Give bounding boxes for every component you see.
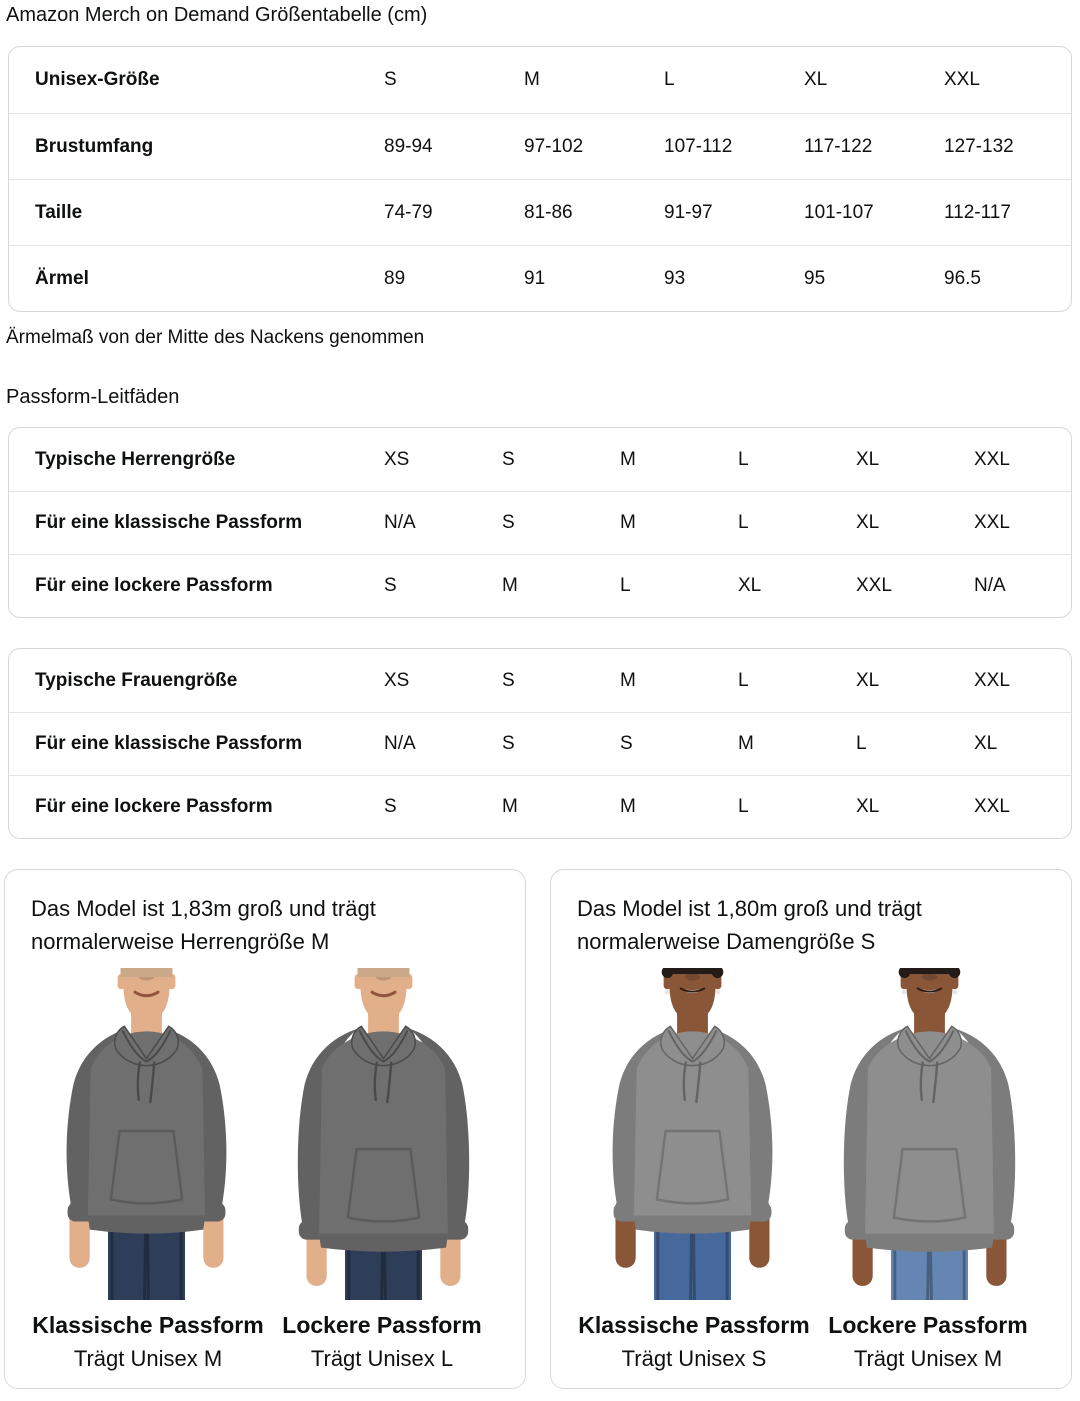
row-label: Für eine lockere Passform xyxy=(35,575,273,596)
table-row xyxy=(9,47,1071,113)
table-row xyxy=(9,649,1071,712)
table-cell: 96.5 xyxy=(944,267,981,289)
fit-name: Klassische Passform xyxy=(578,1312,810,1338)
female-model-loose-photo xyxy=(814,968,1045,1300)
table-cell: XXL xyxy=(974,512,1010,533)
table-cell: M xyxy=(620,448,636,470)
table-cell: 117-122 xyxy=(804,135,873,157)
fit-name: Lockere Passform xyxy=(282,1312,482,1338)
fit-labels xyxy=(31,1312,499,1372)
table-cell: M xyxy=(524,69,540,90)
model-description: Das Model ist 1,83m groß und trägt normalerweise Herrengröße M xyxy=(31,896,376,954)
mens-fit-table xyxy=(8,427,1072,618)
fit-name: Lockere Passform xyxy=(828,1312,1028,1338)
table-cell: S xyxy=(620,733,633,754)
table-cell: XL xyxy=(856,448,880,470)
table-row xyxy=(9,113,1071,179)
row-label: Taille xyxy=(35,201,83,223)
row-label: Typische Herrengröße xyxy=(35,448,236,470)
table-cell: 89 xyxy=(384,267,406,289)
table-cell: XL xyxy=(738,575,762,596)
row-label: Für eine klassische Passform xyxy=(35,512,303,533)
classic-fit-label-block xyxy=(31,1312,265,1372)
table-row xyxy=(9,428,1071,491)
table-cell: L xyxy=(664,69,675,90)
table-cell: M xyxy=(738,733,754,754)
table-cell: XL xyxy=(856,669,880,691)
table-row xyxy=(9,245,1071,311)
table-cell: 97-102 xyxy=(524,135,584,157)
row-label: Brustumfang xyxy=(35,135,154,157)
model-description: Das Model ist 1,80m groß und trägt normalerweise Damengröße S xyxy=(577,896,922,954)
loose-fit-label-block xyxy=(265,1312,499,1372)
table-cell: XXL xyxy=(974,796,1010,817)
table-cell: S xyxy=(384,796,397,817)
table-cell: XXL xyxy=(974,448,1010,470)
male-model-classic-photo xyxy=(31,968,262,1300)
table-cell: M xyxy=(620,512,636,533)
row-label: Unisex-Größe xyxy=(35,69,160,90)
table-cell: S xyxy=(502,448,515,470)
table-cell: XXL xyxy=(944,69,980,90)
row-label: Typische Frauengröße xyxy=(35,669,238,691)
table-cell: 107-112 xyxy=(664,135,733,157)
table-cell: 93 xyxy=(664,267,686,289)
table-cell: XL xyxy=(974,733,998,754)
fit-size-worn: Trägt Unisex L xyxy=(310,1346,454,1371)
row-label: Für eine klassische Passform xyxy=(35,733,303,754)
table-row xyxy=(9,491,1071,554)
table-cell: XS xyxy=(384,448,410,470)
table-cell: S xyxy=(384,575,397,596)
fit-labels xyxy=(577,1312,1045,1372)
table-cell: 127-132 xyxy=(944,135,1014,157)
table-cell: L xyxy=(856,733,867,754)
table-cell: 101-107 xyxy=(804,201,874,223)
table-cell: L xyxy=(620,575,631,596)
table-cell: 81-86 xyxy=(524,201,573,223)
table-cell: L xyxy=(738,796,749,817)
sleeve-measure-note: Ärmelmaß von der Mitte des Nackens genommen xyxy=(6,327,425,348)
fit-size-worn: Trägt Unisex M xyxy=(73,1346,223,1371)
table-cell: XL xyxy=(856,512,880,533)
table-row xyxy=(9,775,1071,838)
table-cell: L xyxy=(738,669,749,691)
table-cell: 91 xyxy=(524,267,546,289)
table-cell: 112-117 xyxy=(944,201,1011,223)
table-row xyxy=(9,554,1071,617)
table-cell: XXL xyxy=(974,669,1010,691)
mens-fit-card xyxy=(4,869,526,1389)
table-cell: S xyxy=(502,733,515,754)
table-cell: 91-97 xyxy=(664,201,713,223)
male-model-loose-photo xyxy=(268,968,499,1300)
model-photos xyxy=(577,968,1045,1300)
fit-size-worn: Trägt Unisex S xyxy=(621,1346,767,1371)
row-label: Für eine lockere Passform xyxy=(35,796,273,817)
table-row xyxy=(9,179,1071,245)
table-cell: L xyxy=(738,512,749,533)
fit-name: Klassische Passform xyxy=(32,1312,264,1338)
model-photos xyxy=(31,968,499,1300)
womens-fit-card xyxy=(550,869,1072,1389)
table-cell: N/A xyxy=(384,512,416,533)
womens-fit-table xyxy=(8,648,1072,839)
table-cell: L xyxy=(738,448,749,470)
table-cell: N/A xyxy=(974,575,1006,596)
fit-size-worn: Trägt Unisex M xyxy=(853,1346,1003,1371)
table-cell: S xyxy=(384,69,397,90)
table-cell: XL xyxy=(804,69,828,90)
table-cell: XL xyxy=(856,796,880,817)
female-model-classic-photo xyxy=(577,968,808,1300)
table-cell: M xyxy=(502,796,518,817)
table-cell: S xyxy=(502,669,515,691)
table-cell: M xyxy=(620,796,636,817)
table-cell: XS xyxy=(384,669,410,691)
fit-guides-title: Passform-Leitfäden xyxy=(6,386,180,408)
row-label: Ärmel xyxy=(35,267,89,289)
table-cell: 95 xyxy=(804,267,826,289)
classic-fit-label-block xyxy=(577,1312,811,1372)
table-row xyxy=(9,712,1071,775)
table-cell: 89-94 xyxy=(384,135,433,157)
loose-fit-label-block xyxy=(811,1312,1045,1372)
table-cell: 74-79 xyxy=(384,201,433,223)
table-cell: M xyxy=(620,669,636,691)
table-cell: N/A xyxy=(384,733,416,754)
unisex-size-table xyxy=(8,46,1072,312)
table-cell: M xyxy=(502,575,518,596)
table-cell: XXL xyxy=(856,575,892,596)
fit-example-cards xyxy=(4,869,1072,1389)
page-title: Amazon Merch on Demand Größentabelle (cm) xyxy=(6,4,428,26)
table-cell: S xyxy=(502,512,515,533)
